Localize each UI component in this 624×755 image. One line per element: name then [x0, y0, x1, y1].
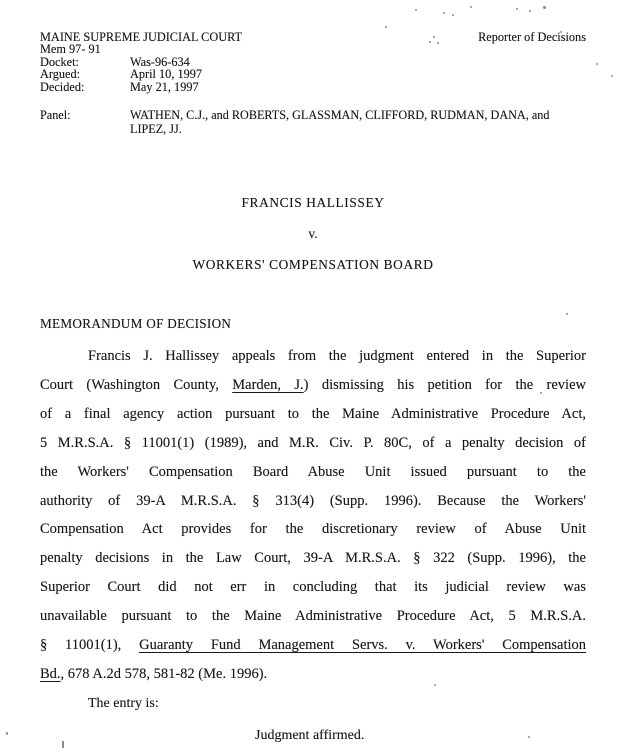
panel-justices: WATHEN, C.J., and ROBERTS, GLASSMAN, CLIFFORD, RUDMAN, DANA, and LIPEZ, JJ. — [130, 108, 550, 136]
field-label: Argued: — [40, 67, 81, 82]
body-line — [40, 544, 586, 573]
caption-defendant: WORKERS' COMPENSATION BOARD — [192, 257, 434, 273]
body-text: Compensation Act provides for the discretionary review of Abuse Unit — [40, 521, 586, 538]
body-text: , 678 A.2d 578, 581-82 (Me. 1996). — [60, 666, 268, 682]
header-field-row — [40, 68, 586, 80]
header-field-row — [40, 56, 586, 68]
field-value: May 21, 1997 — [130, 79, 199, 94]
field-value: Was-96-634 — [130, 54, 190, 69]
case-caption — [40, 196, 586, 271]
body-text: 5 M.R.S.A. § 11001(1) (1989), and M.R. Civ. P. 80C, of a penalty decision of — [40, 434, 586, 451]
body-text: ) dismissing his petition for the review — [303, 376, 586, 393]
caption-versus: v. — [308, 226, 318, 242]
body-text: Francis J. Hallissey appeals from the judgment entered in the Superior — [88, 348, 586, 365]
body-line — [40, 515, 586, 544]
memorandum-number: Mem 97- 91 — [40, 42, 101, 57]
panel-label: Panel: — [40, 108, 71, 123]
body-text: unavailable pursuant to the Maine Administrative Procedure Act, 5 M.R.S.A. — [40, 608, 586, 625]
body-text: § 11001(1), — [40, 637, 140, 654]
document-header — [40, 31, 586, 93]
body-text: Court (Washington County, — [40, 376, 233, 393]
memorandum-body — [40, 342, 586, 689]
body-line — [40, 429, 586, 458]
underlined-citation: Guaranty Fund Management Servs. v. Workers' Compensation — [139, 637, 586, 654]
docket-fields — [40, 56, 586, 93]
body-line — [40, 487, 586, 516]
body-line — [40, 573, 586, 602]
field-value: April 10, 1997 — [130, 67, 203, 82]
body-line — [40, 400, 586, 429]
body-line — [40, 602, 586, 631]
body-text: of a final agency action pursuant to the Maine Administrative Procedure Act, — [40, 405, 586, 422]
body-text: the Workers' Compensation Board Abuse Unit issued pursuant to the — [40, 463, 586, 480]
body-line — [40, 342, 586, 371]
panel-row — [40, 109, 586, 136]
body-text: penalty decisions in the Law Court, 39-A M.R.S.A. § 322 (Supp. 1996), the — [40, 550, 586, 567]
entry-line: The entry is: — [88, 695, 159, 711]
body-line — [40, 631, 586, 660]
body-text: Superior Court did not err in concluding that its judicial review was — [40, 579, 586, 596]
caption-plaintiff: FRANCIS HALLISSEY — [241, 195, 385, 211]
field-label: Decided: — [40, 79, 85, 94]
disposition: Judgment affirmed. — [255, 727, 365, 743]
underlined-citation: Marden, J. — [232, 376, 304, 393]
header-field-row — [40, 81, 586, 93]
body-line — [40, 371, 586, 400]
memorandum-heading: MEMORANDUM OF DECISION — [40, 316, 232, 332]
body-line — [40, 458, 586, 487]
body-text: authority of 39-A M.R.S.A. § 313(4) (Supp. 1996). Because the Workers' — [40, 492, 586, 509]
underlined-citation: Bd. — [40, 666, 61, 682]
court-name: MAINE SUPREME JUDICIAL COURT — [40, 30, 243, 44]
reporter-of-decisions-label: Reporter of Decisions — [478, 30, 586, 44]
body-line — [40, 660, 586, 689]
field-label: Docket: — [40, 54, 79, 69]
